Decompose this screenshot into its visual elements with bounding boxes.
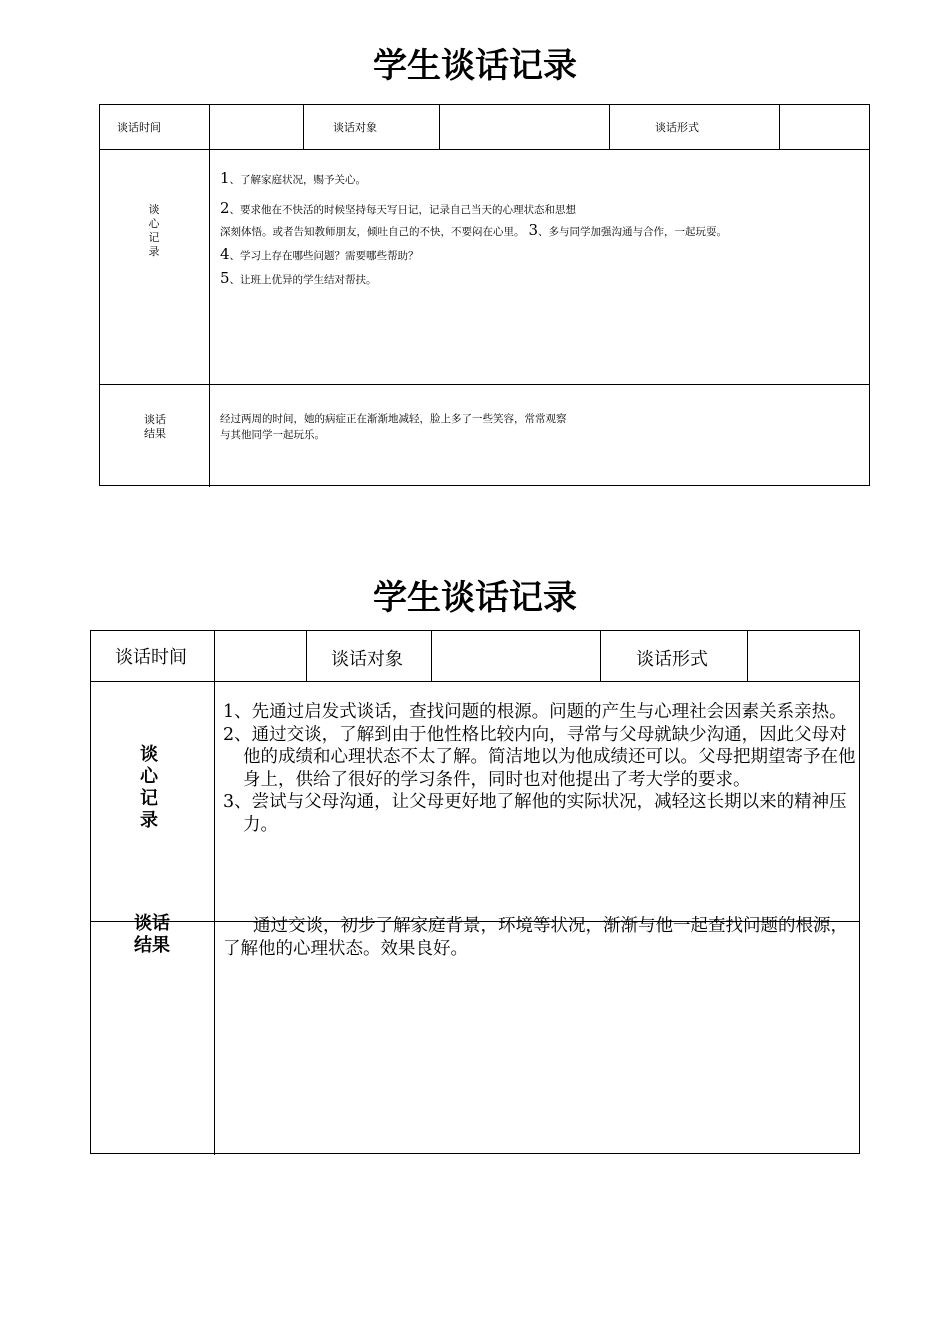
form2-col-divider (214, 631, 215, 1155)
form2-record-content (223, 701, 863, 836)
form2-record-item: 1、先通过启发式谈话，查找问题的根源。问题的产生与心理社会因素关系亲热。 (223, 702, 847, 722)
form1-record-item: 1、了解家庭状况，赐予关心。 (220, 169, 367, 187)
form1-record-label-char: 心 (148, 217, 160, 230)
form1-time-label: 谈话时间 (117, 121, 161, 134)
form2-format-label: 谈话形式 (636, 649, 708, 670)
form1-result-content (220, 411, 567, 443)
form1-col-divider (303, 105, 304, 149)
form1-record-item: 4、学习上存在哪些问题？需要哪些帮助？ (220, 245, 419, 263)
form2-col-divider (306, 631, 307, 681)
form1-col-divider (209, 105, 210, 487)
form2-record-item: 2、通过交谈，了解到由于他性格比较内向，寻常与父母就缺少沟通，因此父母对他的成绩和心理状态不太了解。简洁地以为他成绩还可以。父母把期望寄予在他身上，供给了很好的学习条件，同时也对他提出了考大学的要求。 (223, 724, 856, 790)
form2-record-label (137, 744, 161, 832)
form1-subject-label: 谈话对象 (333, 121, 377, 134)
form1-record-item: 深刻体悟。或者告知教师朋友，倾吐自己的不快，不要闷在心里。 3、多与同学加强沟通与合作，一起玩耍。 (220, 221, 728, 239)
form1-record-item: 2、要求他在不快活的时候坚持每天写日记，记录自己当天的心理状态和思想 (220, 199, 577, 217)
form1-title: 学生谈话记录 (373, 46, 577, 86)
form2-result-label-line: 结果 (134, 935, 170, 956)
form1-record-content (220, 167, 860, 291)
form1-record-label-char: 记 (148, 231, 160, 244)
form2-time-label: 谈话时间 (115, 647, 187, 668)
form2-result-label (127, 913, 177, 957)
form2-col-divider (431, 631, 432, 681)
form1-record-label-char: 谈 (148, 203, 160, 216)
form1-record-label-char: 录 (148, 245, 160, 258)
form1-row-divider (100, 384, 869, 385)
form1-result-label (130, 413, 180, 441)
form1-col-divider (779, 105, 780, 149)
form2-subject-label: 谈话对象 (331, 649, 403, 670)
form2-result-label-line: 谈话 (134, 913, 170, 934)
form2-record-label-char: 谈 (140, 744, 158, 765)
form2-record-label-char: 录 (140, 810, 158, 831)
form1-result-line: 与其他同学一起玩乐。 (220, 429, 325, 441)
form2-title: 学生谈话记录 (373, 578, 577, 618)
form2-table (90, 630, 860, 1154)
form1-record-label (144, 203, 164, 259)
form2-result-content: 通过交谈，初步了解家庭背景，环境等状况，渐渐与他一起查找问题的根源，了解他的心理状态。效果良好。 (223, 916, 848, 959)
form2-record-label-char: 心 (140, 766, 158, 787)
form2-col-divider (600, 631, 601, 681)
form1-format-label: 谈话形式 (655, 121, 699, 134)
form1-result-label-line: 结果 (144, 427, 166, 440)
form2-record-item: 3、尝试与父母沟通，让父母更好地了解他的实际状况，减轻这长期以来的精神压力。 (223, 792, 847, 835)
form2-row-divider (91, 681, 859, 682)
form1-col-divider (439, 105, 440, 149)
form2-record-label-char: 记 (140, 788, 158, 809)
form1-record-item: 5、让班上优异的学生结对帮扶。 (220, 269, 377, 287)
form1-result-label-line: 谈话 (144, 413, 166, 426)
form1-col-divider (609, 105, 610, 149)
form1-result-line: 经过两周的时间，她的病症正在渐渐地减轻，脸上多了一些笑容，常常观察 (220, 413, 567, 425)
form1-row-divider (100, 149, 869, 150)
form2-col-divider (747, 631, 748, 681)
form1-table (99, 104, 870, 486)
